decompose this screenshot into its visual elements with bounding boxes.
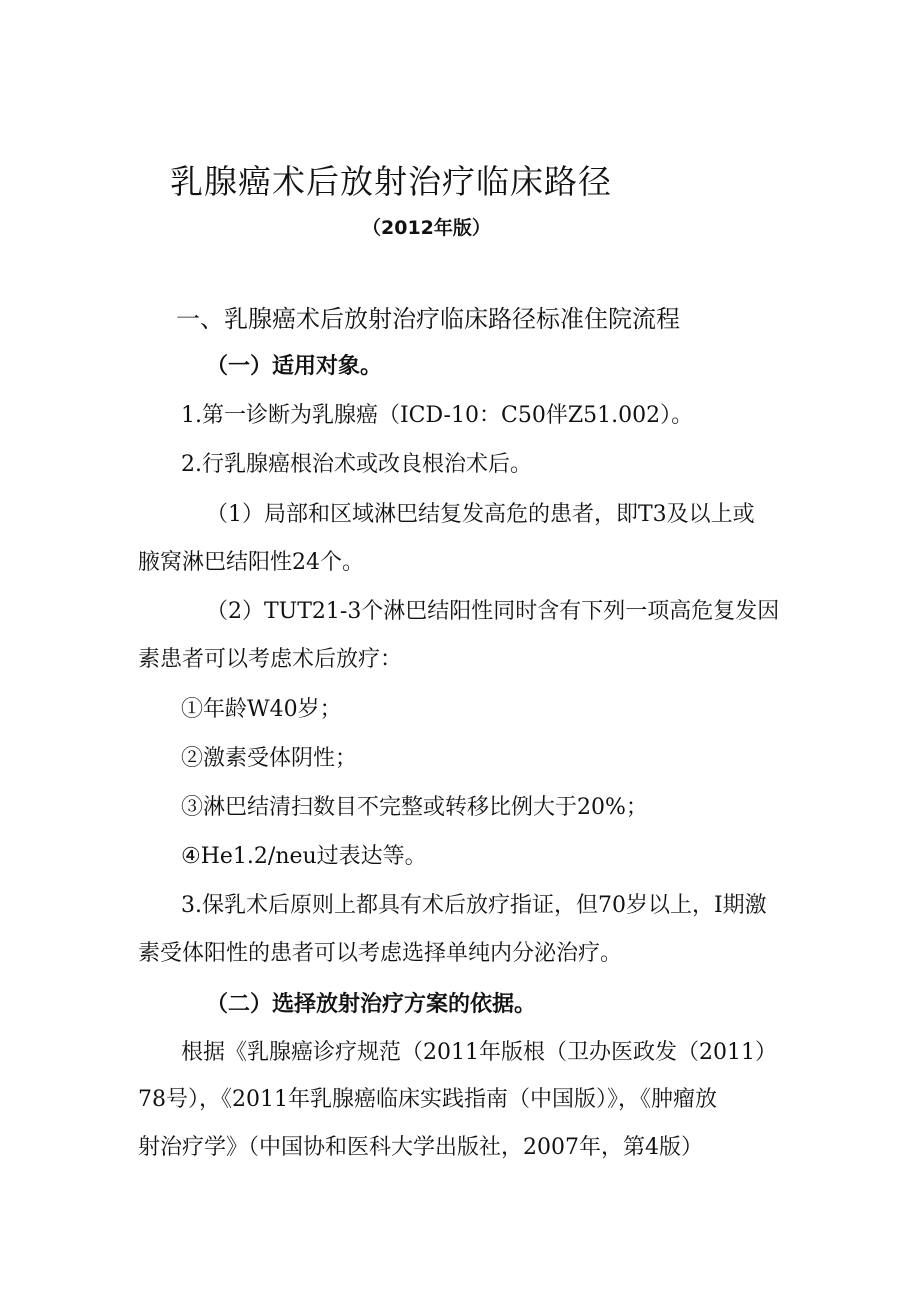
paragraph-sub-1-line-2: 腋窝淋巴结阳性24个。 <box>138 550 364 575</box>
subsection-heading-basis: （二）选择放射治疗方案的依据。 <box>206 991 537 1017</box>
paragraph-item-1: 1.第一诊断为乳腺癌（ICD-10：C50伴Z51.002）。 <box>181 403 694 428</box>
risk-factor-1: ①年龄W40岁； <box>181 697 342 722</box>
paragraph-item-2: 2.行乳腺癌根治术或改良根治术后。 <box>181 452 532 477</box>
section-heading: 一、乳腺癌术后放射治疗临床路径标准住院流程 <box>176 305 680 333</box>
paragraph-basis-line-1: 根据《乳腺癌诊疗规范（2011年版根（卫办医政发（2011） <box>181 1040 777 1065</box>
paragraph-item-3-line-2: 素受体阳性的患者可以考虑选择单纯内分泌治疗。 <box>138 941 623 966</box>
edition-label: （2012年版） <box>362 217 491 239</box>
risk-factor-3: ③淋巴结清扫数目不完整或转移比例大于20%； <box>181 795 648 820</box>
subsection-heading-applicable-subjects: （一）适用对象。 <box>206 353 383 379</box>
paragraph-sub-2-line-1: （2）TUT21-3个淋巴结阳性同时含有下列一项高危复发因 <box>206 599 780 624</box>
paragraph-sub-1-line-1: （1）局部和区域淋巴结复发高危的患者，即T3及以上或 <box>206 502 755 527</box>
paragraph-basis-line-2: 78号），《2011年乳腺癌临床实践指南（中国版）》，《肿瘤放 <box>138 1087 717 1112</box>
paragraph-basis-line-3: 射治疗学》（中国协和医科大学出版社，2007年，第4版） <box>138 1135 703 1160</box>
risk-factor-2: ②激素受体阴性； <box>181 746 358 771</box>
risk-factor-4: ④He1.2/neu过表达等。 <box>181 844 427 869</box>
paragraph-sub-2-line-2: 素患者可以考虑术后放疗： <box>138 647 403 672</box>
document-title: 乳腺癌术后放射治疗临床路径 <box>170 162 612 201</box>
paragraph-item-3-line-1: 3.保乳术后原则上都具有术后放疗指证，但70岁以上，I期激 <box>181 893 767 918</box>
